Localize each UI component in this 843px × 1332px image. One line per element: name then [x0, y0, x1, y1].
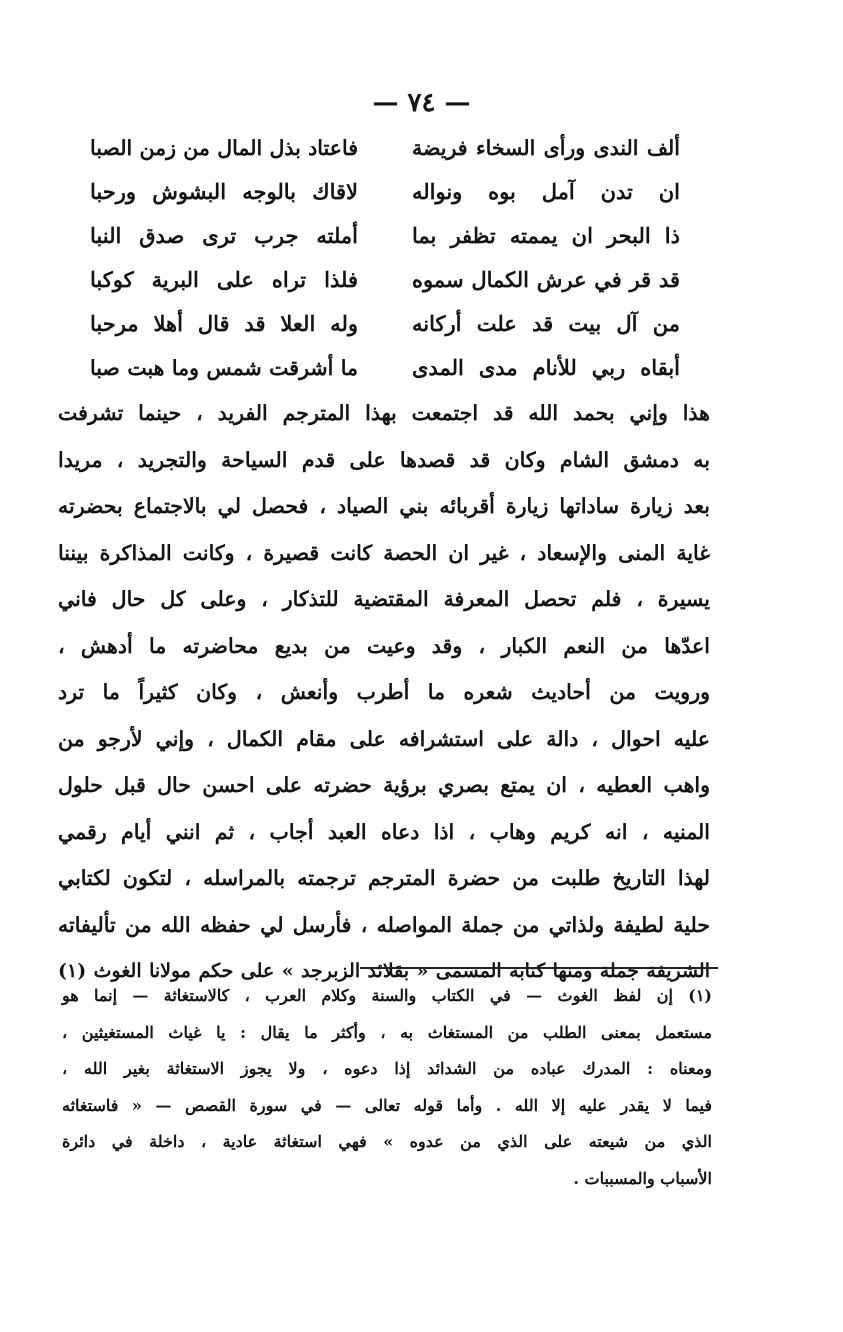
page-number: — ٧٤ — [372, 88, 471, 118]
poem-verse [90, 126, 680, 170]
poem-verse [90, 346, 680, 390]
verse-second-hemistich: أملته جرب ترى صدق النبا [90, 223, 358, 248]
prose-line: بعد زيارة ساداتها زيارة أقربائه بني الصياد ، فحصل لي بالاجتماع بحضرته [58, 494, 710, 518]
prose-line: ورويت من أحاديث شعره ما أطرب وأنعش ، وكان كثيراً ما ترد [58, 680, 710, 704]
verse-first-hemistich: ذا البحر ان يممته تظفر بما [412, 223, 680, 248]
footnote-line: (١) إن لفظ الغوث — في الكتاب والسنة وكلام العرب ، كالاستغاثة — إنما هو [62, 986, 712, 1005]
poem-verse [90, 258, 680, 302]
prose-line: هذا وإني بحمد الله قد اجتمعت بهذا المترجم الفريد ، حينما تشرفت [58, 401, 710, 425]
poem-verse [90, 170, 680, 214]
poem-verse [90, 302, 680, 346]
footnote-line: مستعمل بمعنى الطلب من المستغاث به ، وأكثر ما يقال : يا غياث المستغيثين ، [62, 1022, 712, 1042]
verse-first-hemistich: ألف الندى ورأى السخاء فريضة [412, 136, 680, 160]
prose-line: اعدّها من النعم الكبار ، وقد وعيت من بديع محاضرته ما أدهش ، [58, 633, 710, 658]
poem [90, 126, 680, 390]
footnote-line: ومعناه : المدرك عباده من الشدائد إذا دعوه ، ولا يجوز الاستغاثة بغير الله ، [62, 1059, 712, 1078]
verse-second-hemistich: لاقاك بالوجه البشوش ورحبا [90, 179, 358, 204]
prose-line: به دمشق الشام وكان قد قصدها على قدم السياحة والتجريد ، مريدا [58, 447, 710, 472]
poem-verse [90, 214, 680, 258]
verse-first-hemistich: أبقاه ربي للأنام مدى المدى [412, 355, 680, 380]
footnote-line: الأسباب والمسببات . [573, 1168, 712, 1188]
verse-second-hemistich: فلذا تراه على البرية كوكبا [90, 267, 358, 292]
prose-paragraph [58, 390, 710, 995]
prose-line: حلية لطيفة ولذاتي من جملة المواصله ، فأرسل لي حفظه الله من تأليفاته [58, 912, 710, 937]
prose-line: المنيه ، انه كريم وهاب ، اذا دعاه العبد أجاب ، ثم انني أيام رقمي [58, 819, 710, 844]
verse-first-hemistich: قد قر في عرش الكمال سموه [412, 267, 680, 292]
prose-line: عليه احوال ، دالة على استشرافه على مقام الكمال ، وإني لأرجو من [58, 726, 710, 751]
prose-line: الشريفة جملة ومنها كتابه المسمى « بقلائد الزبرجد » على حكم مولانا الغوث (١) [58, 960, 710, 982]
prose-line: لهذا التاريخ طلبت من حضرة المترجم ترجمته بالمراسله ، لتكون لكتابي [58, 866, 710, 890]
footnote [62, 978, 712, 1197]
verse-second-hemistich: وله العلا قد قال أهلا مرحبا [90, 311, 358, 336]
footnote-line: فيما لا يقدر عليه إلا الله . وأما قوله تعالى — في سورة القصص — « فاستغاثه [62, 1095, 712, 1115]
prose-line: واهب العطيه ، ان يمتع بصري برؤية حضرته على احسن حال قبل حلول [58, 773, 710, 797]
prose-line: غاية المنى والإسعاد ، غير ان الحصة كانت قصيرة ، وكانت المذاكرة بيننا [58, 540, 710, 565]
verse-first-hemistich: من آل بيت قد علت أركانه [412, 311, 680, 336]
footnote-divider [360, 967, 718, 969]
prose-line: يسيرة ، فلم تحصل المعرفة المقتضية للتذكار ، وعلى كل حال فاني [58, 587, 710, 611]
footnote-line: الذي من شيعته على الذي من عدوه » فهي استغاثة عادية ، داخلة في دائرة [62, 1132, 712, 1151]
verse-second-hemistich: فاعتاد بذل المال من زمن الصبا [90, 136, 358, 160]
verse-second-hemistich: ما أشرقت شمس وما هبت صبا [90, 356, 358, 380]
verse-first-hemistich: ان تدن آمل بوه ونواله [412, 179, 680, 204]
